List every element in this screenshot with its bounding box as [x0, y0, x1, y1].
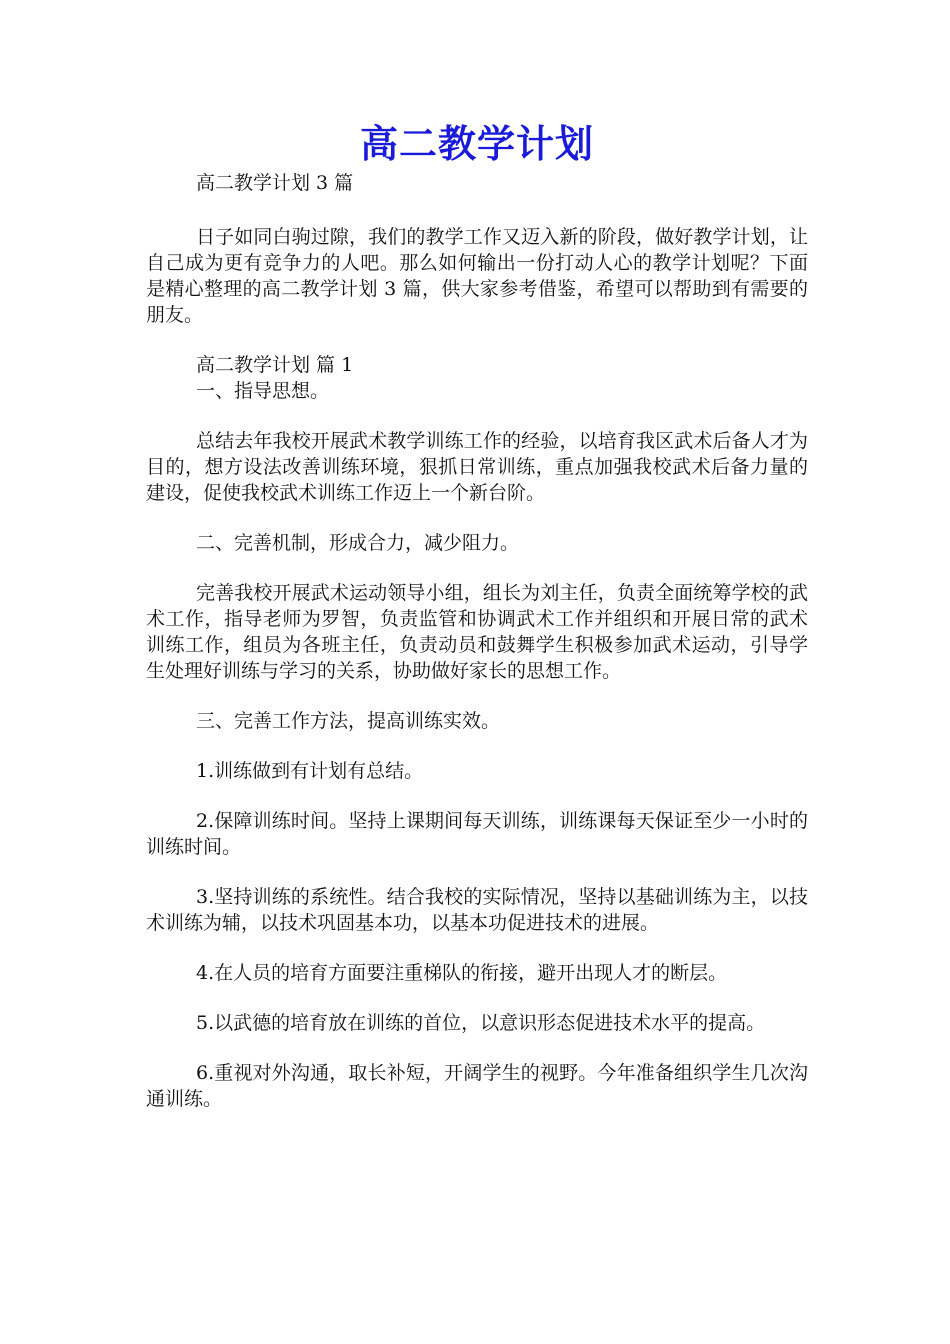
list-item: 3.坚持训练的系统性。结合我校的实际情况，坚持以基础训练为主，以技术训练为辅，以技术巩固基本功，以基本功促进技术的进展。 — [146, 886, 808, 934]
document-subtitle: 高二教学计划 3 篇 — [196, 172, 354, 194]
document-title: 高二教学计划 — [359, 121, 594, 166]
list-item: 6.重视对外沟通，取长补短，开阔学生的视野。今年准备组织学生几次沟通训练。 — [146, 1062, 808, 1110]
list-item: 2.保障训练时间。坚持上课期间每天训练，训练课每天保证至少一小时的训练时间。 — [146, 810, 808, 858]
intro-paragraph: 日子如同白驹过隙，我们的教学工作又迈入新的阶段，做好教学计划，让自己成为更有竞争力的人吧。那么如何输出一份打动人心的教学计划呢？下面是精心整理的高二教学计划 3 篇，供大家参考借鉴，希望可以帮助到有需要的朋友。 — [146, 226, 808, 326]
section-heading-2: 二、完善机制，形成合力，减少阻力。 — [196, 532, 520, 554]
section-heading-3: 三、完善工作方法，提高训练实效。 — [196, 710, 501, 732]
body-paragraph: 完善我校开展武术运动领导小组，组长为刘主任，负责全面统筹学校的武术工作，指导老师为罗智，负责监管和协调武术工作并组织和开展日常的武术训练工作，组员为各班主任，负责动员和鼓舞学生积极参加武术运动，引导学生处理好训练与学习的关系，协助做好家长的思想工作。 — [146, 582, 808, 682]
part-heading: 高二教学计划 篇 1 — [196, 354, 354, 376]
body-paragraph: 总结去年我校开展武术教学训练工作的经验，以培育我区武术后备人才为目的，想方设法改善训练环境，狠抓日常训练，重点加强我校武术后备力量的建设，促使我校武术训练工作迈上一个新台阶。 — [146, 430, 808, 504]
list-item: 1.训练做到有计划有总结。 — [196, 760, 424, 782]
list-item: 5.以武德的培育放在训练的首位，以意识形态促进技术水平的提高。 — [196, 1012, 766, 1034]
section-heading-1: 一、指导思想。 — [196, 380, 330, 402]
list-item: 4.在人员的培育方面要注重梯队的衔接，避开出现人才的断层。 — [196, 962, 728, 984]
document-body — [146, 120, 808, 1136]
